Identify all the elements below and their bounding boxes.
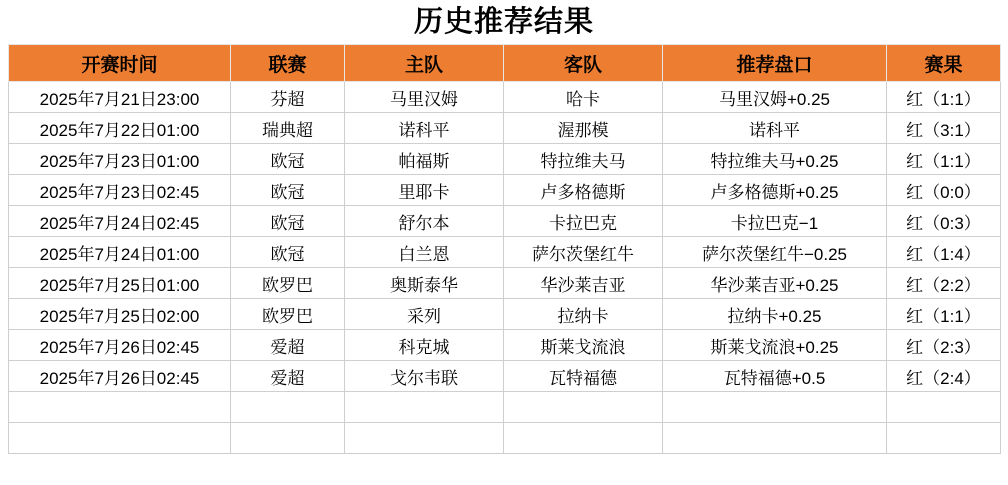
- cell-league: 欧冠: [231, 237, 345, 268]
- column-header-away-team: 客队: [504, 45, 663, 82]
- cell-home-team: 戈尔韦联: [345, 361, 504, 392]
- cell-league: 瑞典超: [231, 113, 345, 144]
- cell-away-team: 卡拉巴克: [504, 206, 663, 237]
- cell-league: 欧罗巴: [231, 268, 345, 299]
- cell-home-team: 白兰恩: [345, 237, 504, 268]
- cell-empty: [345, 392, 504, 423]
- column-header-result: 赛果: [887, 45, 1001, 82]
- cell-empty: [663, 392, 887, 423]
- column-header-league: 联赛: [231, 45, 345, 82]
- cell-home-team: 帕福斯: [345, 144, 504, 175]
- cell-home-team: 奥斯泰华: [345, 268, 504, 299]
- cell-recommendation: 斯莱戈流浪+0.25: [663, 330, 887, 361]
- cell-empty: [887, 423, 1001, 454]
- table-row: [9, 237, 1001, 268]
- cell-time: 2025年7月26日02:45: [9, 330, 231, 361]
- cell-empty: [345, 423, 504, 454]
- cell-league: 欧冠: [231, 206, 345, 237]
- column-header-home-team: 主队: [345, 45, 504, 82]
- cell-home-team: 马里汉姆: [345, 82, 504, 113]
- cell-away-team: 卢多格德斯: [504, 175, 663, 206]
- table-container: [0, 44, 1008, 454]
- cell-home-team: 科克城: [345, 330, 504, 361]
- cell-empty: [504, 392, 663, 423]
- cell-league: 欧冠: [231, 144, 345, 175]
- cell-result: 红（0:0）: [887, 175, 1001, 206]
- cell-result: 红（1:4）: [887, 237, 1001, 268]
- table-row: [9, 361, 1001, 392]
- table-row: [9, 82, 1001, 113]
- cell-away-team: 斯莱戈流浪: [504, 330, 663, 361]
- cell-time: 2025年7月24日01:00: [9, 237, 231, 268]
- cell-recommendation: 卡拉巴克−1: [663, 206, 887, 237]
- page-title: 历史推荐结果: [413, 6, 594, 38]
- cell-away-team: 瓦特福德: [504, 361, 663, 392]
- cell-away-team: 哈卡: [504, 82, 663, 113]
- cell-recommendation: 瓦特福德+0.5: [663, 361, 887, 392]
- cell-empty: [9, 423, 231, 454]
- cell-away-team: 特拉维夫马: [504, 144, 663, 175]
- cell-empty: [887, 392, 1001, 423]
- cell-home-team: 诺科平: [345, 113, 504, 144]
- cell-league: 爱超: [231, 361, 345, 392]
- cell-league: 芬超: [231, 82, 345, 113]
- cell-result: 红（2:4）: [887, 361, 1001, 392]
- cell-recommendation: 华沙莱吉亚+0.25: [663, 268, 887, 299]
- table-row: [9, 144, 1001, 175]
- cell-time: 2025年7月22日01:00: [9, 113, 231, 144]
- cell-result: 红（1:1）: [887, 144, 1001, 175]
- table-header: [9, 45, 1001, 82]
- table-body: [9, 82, 1001, 454]
- column-header-recommendation: 推荐盘口: [663, 45, 887, 82]
- table-empty-row: [9, 392, 1001, 423]
- cell-time: 2025年7月26日02:45: [9, 361, 231, 392]
- cell-empty: [9, 392, 231, 423]
- table-row: [9, 299, 1001, 330]
- table-row: [9, 268, 1001, 299]
- cell-result: 红（2:2）: [887, 268, 1001, 299]
- history-results-table: [8, 44, 1001, 454]
- cell-time: 2025年7月25日02:00: [9, 299, 231, 330]
- table-row: [9, 175, 1001, 206]
- table-row: [9, 206, 1001, 237]
- cell-away-team: 拉纳卡: [504, 299, 663, 330]
- cell-home-team: 里耶卡: [345, 175, 504, 206]
- cell-home-team: 舒尔本: [345, 206, 504, 237]
- cell-recommendation: 卢多格德斯+0.25: [663, 175, 887, 206]
- cell-time: 2025年7月21日23:00: [9, 82, 231, 113]
- cell-empty: [231, 392, 345, 423]
- cell-away-team: 渥那模: [504, 113, 663, 144]
- cell-recommendation: 特拉维夫马+0.25: [663, 144, 887, 175]
- table-row: [9, 113, 1001, 144]
- cell-away-team: 萨尔茨堡红牛: [504, 237, 663, 268]
- cell-away-team: 华沙莱吉亚: [504, 268, 663, 299]
- cell-result: 红（2:3）: [887, 330, 1001, 361]
- cell-time: 2025年7月24日02:45: [9, 206, 231, 237]
- cell-recommendation: 马里汉姆+0.25: [663, 82, 887, 113]
- column-header-time: 开赛时间: [9, 45, 231, 82]
- table-header-row: [9, 45, 1001, 82]
- cell-empty: [504, 423, 663, 454]
- cell-time: 2025年7月23日02:45: [9, 175, 231, 206]
- cell-time: 2025年7月25日01:00: [9, 268, 231, 299]
- cell-recommendation: 拉纳卡+0.25: [663, 299, 887, 330]
- cell-league: 欧冠: [231, 175, 345, 206]
- cell-home-team: 采列: [345, 299, 504, 330]
- cell-recommendation: 萨尔茨堡红牛−0.25: [663, 237, 887, 268]
- cell-result: 红（3:1）: [887, 113, 1001, 144]
- cell-result: 红（1:1）: [887, 82, 1001, 113]
- table-row: [9, 330, 1001, 361]
- cell-league: 欧罗巴: [231, 299, 345, 330]
- cell-time: 2025年7月23日01:00: [9, 144, 231, 175]
- cell-result: 红（0:3）: [887, 206, 1001, 237]
- cell-empty: [663, 423, 887, 454]
- cell-result: 红（1:1）: [887, 299, 1001, 330]
- cell-league: 爱超: [231, 330, 345, 361]
- table-empty-row: [9, 423, 1001, 454]
- cell-empty: [231, 423, 345, 454]
- cell-recommendation: 诺科平: [663, 113, 887, 144]
